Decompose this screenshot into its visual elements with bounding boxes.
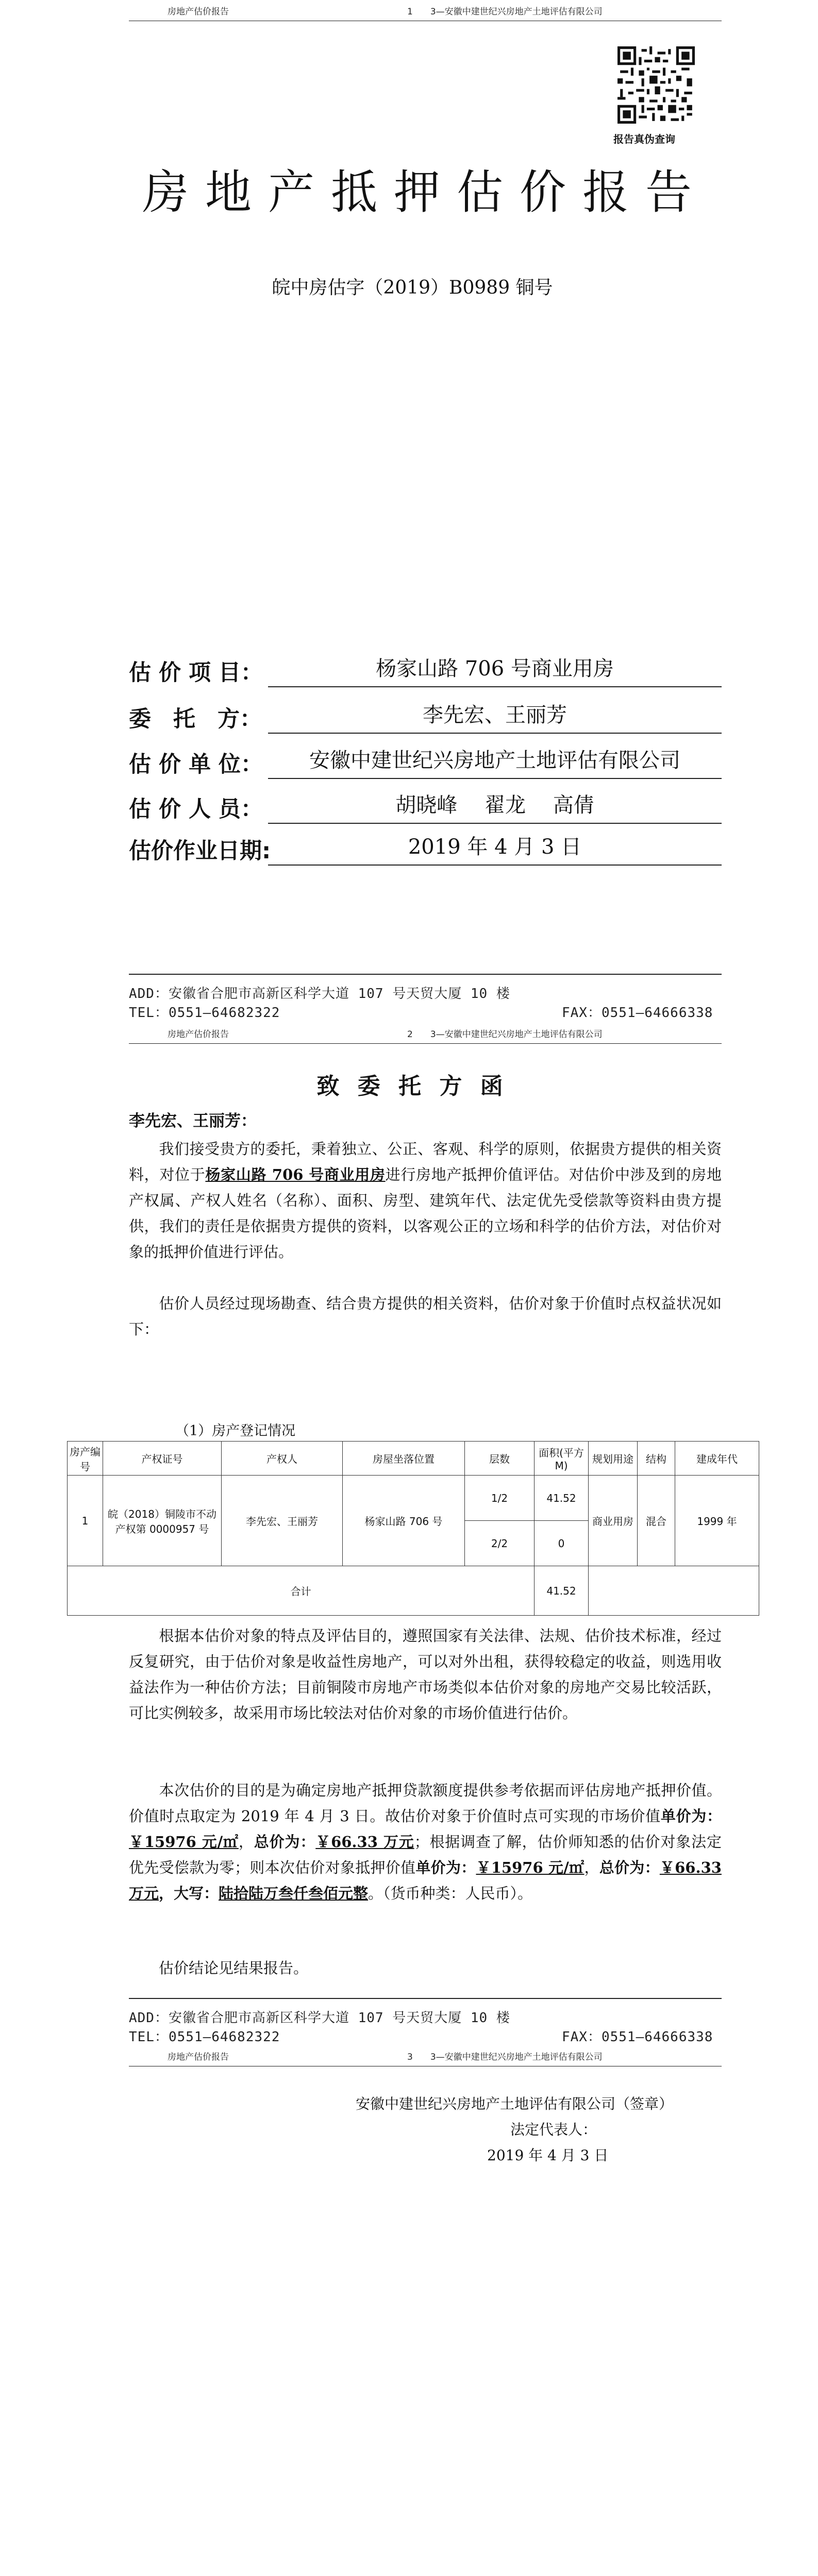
field-label-work-date: 估价作业日期:: [129, 838, 271, 864]
p1-text-a: 我们接受贵方的委托，秉着独立、公正、客观、科学的原则，依据贵方提供的相关资料，对位于: [129, 1140, 722, 1183]
page3-header-left: 房地产估价报告: [168, 2052, 229, 2062]
th-area: 面积(平方M): [535, 1442, 589, 1476]
th-floor: 层数: [465, 1442, 535, 1476]
cell-use: 商业用房: [589, 1476, 638, 1566]
qr-caption: 报告真伪查询: [613, 133, 675, 145]
p4-unit-price-2: ￥15976 元/㎡: [476, 1859, 585, 1876]
page2-footer-fax: FAX：0551—64666338: [562, 2029, 713, 2045]
p4-sep-2: ，: [584, 1859, 599, 1876]
cell-year: 1999 年: [675, 1476, 759, 1566]
th-use: 规划用途: [589, 1442, 638, 1476]
field-value-appraisers: 胡晓峰 翟龙 高倩: [268, 791, 722, 824]
field-label-appraiser-org: 估 价 单 位：: [129, 752, 263, 777]
p4-text-a: 本次估价的目的是为确定房地产抵押贷款额度提供参考依据而评估房地产抵押价值。价值时点取定为 2019 年 4 月 3 日。故估价对象于价值时点可实现的市场价值: [129, 1782, 722, 1825]
p4-caps-amount: 陆拾陆万叁仟叁佰元整: [219, 1885, 369, 1902]
p4-total-price-2: ￥66.33 万元: [129, 1859, 722, 1902]
page2-header-left: 房地产估价报告: [168, 1029, 229, 1040]
page1-header-right: 1 3—安徽中建世纪兴房地产土地评估有限公司: [407, 7, 603, 17]
cell-no: 1: [68, 1476, 103, 1566]
field-value-work-date: 2019 年 4 月 3 日: [268, 833, 722, 866]
p2-text: 估价人员经过现场勘查、结合贵方提供的相关资料，估价对象于价值时点权益状况如下：: [129, 1295, 722, 1338]
field-value-project: 杨家山路 706 号商业用房: [268, 654, 722, 687]
th-structure: 结构: [638, 1442, 675, 1476]
page2-header-right: 2 3—安徽中建世纪兴房地产土地评估有限公司: [407, 1029, 603, 1040]
letter-paragraph-1: [129, 1136, 722, 1265]
letter-title: 致 委 托 方 函: [316, 1073, 508, 1099]
page1-footer-tel: TEL：0551—64682322: [129, 1005, 280, 1021]
report-number: 皖中房估字（2019）B0989 铜号: [272, 277, 553, 298]
field-label-appraisers: 估 价 人 员：: [129, 796, 263, 822]
field-value-client: 李先宏、王丽芳: [268, 701, 722, 734]
company-signature: 安徽中建世纪兴房地产土地评估有限公司（签章）: [356, 2095, 674, 2112]
th-no: 房产编号: [68, 1442, 103, 1476]
th-year: 建成年代: [675, 1442, 759, 1476]
qr-code-icon[interactable]: [617, 46, 695, 124]
th-location: 房屋坐落位置: [343, 1442, 465, 1476]
cell-total-area: 41.52: [535, 1566, 589, 1616]
legal-representative: 法定代表人：: [510, 2121, 597, 2138]
page1-footer-rule: [129, 974, 722, 975]
p4-sep-1: ，: [238, 1833, 254, 1851]
table-caption: （1）房产登记情况: [175, 1423, 296, 1439]
letter-paragraph-3: [129, 1623, 722, 1726]
page3-header-right: 3 3—安徽中建世纪兴房地产土地评估有限公司: [407, 2052, 603, 2062]
letter-paragraph-5: [129, 1955, 722, 1981]
field-value-appraiser-org: 安徽中建世纪兴房地产土地评估有限公司: [268, 746, 722, 779]
p4-text-b: ；根据调查了解，估价师知悉的估价对象法定优先受偿款为零；则本次估价对象抵押价值: [129, 1833, 722, 1876]
page1-footer-fax: FAX：0551—64666338: [562, 1005, 713, 1021]
signature-date: 2019 年 4 月 3 日: [487, 2147, 609, 2164]
p1-text-c: 进行房地产抵押价值评估。对估价中涉及到的房地产权属、产权人姓名（名称）、面积、房型、建筑年代、法定优先受偿款等资料由贵方提供，我们的责任是依据贵方提供的资料，以客观公正的立场和科学的估价方法，对估价对象的抵押价值进行评估。: [129, 1166, 722, 1261]
p1-property: 杨家山路 706 号商业用房: [205, 1166, 386, 1183]
cell-location: 杨家山路 706 号: [343, 1476, 465, 1566]
report-title: 房地产抵押估价报告: [142, 165, 708, 219]
p5-text: 估价结论见结果报告。: [159, 1959, 309, 1977]
p4-total-label: 总价为：: [254, 1833, 316, 1851]
page2-header-rule: [129, 1043, 722, 1044]
letter-addressee: 李先宏、王丽芳：: [129, 1112, 257, 1130]
letter-paragraph-4: [129, 1777, 722, 1906]
cell-owner: 李先宏、王丽芳: [222, 1476, 343, 1566]
p4-total-label-2: 总价为：: [599, 1859, 660, 1876]
cell-cert: 皖（2018）铜陵市不动产权第 0000957 号: [103, 1476, 222, 1566]
cell-area-2: 0: [535, 1521, 589, 1566]
page2-footer-rule: [129, 1998, 722, 1999]
p4-unit-price: ￥15976 元/㎡: [129, 1833, 239, 1851]
cell-structure: 混合: [638, 1476, 675, 1566]
page2-footer-tel: TEL：0551—64682322: [129, 2029, 280, 2045]
page1-header-left: 房地产估价报告: [168, 7, 229, 17]
cell-area-1: 41.52: [535, 1476, 589, 1521]
th-cert: 产权证号: [103, 1442, 222, 1476]
p4-text-c: 。（货币种类：人民币）。: [368, 1885, 533, 1902]
p4-unit-label: 单价为：: [660, 1807, 722, 1825]
field-label-client: 委 托 方：: [129, 706, 262, 732]
cell-total-empty: [589, 1566, 759, 1616]
p4-total-price: ￥66.33 万元: [315, 1833, 414, 1851]
cell-total-label: 合计: [68, 1566, 535, 1616]
page2-footer-address: ADD：安徽省合肥市高新区科学大道 107 号天贸大厦 10 楼: [129, 2010, 510, 2026]
field-label-project: 估 价 项 目：: [129, 660, 263, 686]
page1-footer-address: ADD：安徽省合肥市高新区科学大道 107 号天贸大厦 10 楼: [129, 986, 510, 1002]
property-register-table: [67, 1441, 759, 1616]
p3-text: 根据本估价对象的特点及评估目的，遵照国家有关法律、法规、估价技术标准，经过反复研究，由于估价对象是收益性房地产，可以对外出租，获得较稳定的收益，则选用收益法作为一种估价方法；目前铜陵市房地产市场类似本估价对象的房地产交易比较活跃，可比实例较多，故采用市场比较法对估价对象的市场价值进行估价。: [129, 1627, 722, 1722]
p4-caps-label: ，大写：: [159, 1885, 219, 1902]
cell-floor-2: 2/2: [465, 1521, 535, 1566]
cell-floor-1: 1/2: [465, 1476, 535, 1521]
p4-unit-label-2: 单价为：: [415, 1859, 476, 1876]
th-owner: 产权人: [222, 1442, 343, 1476]
letter-paragraph-2: [129, 1291, 722, 1342]
